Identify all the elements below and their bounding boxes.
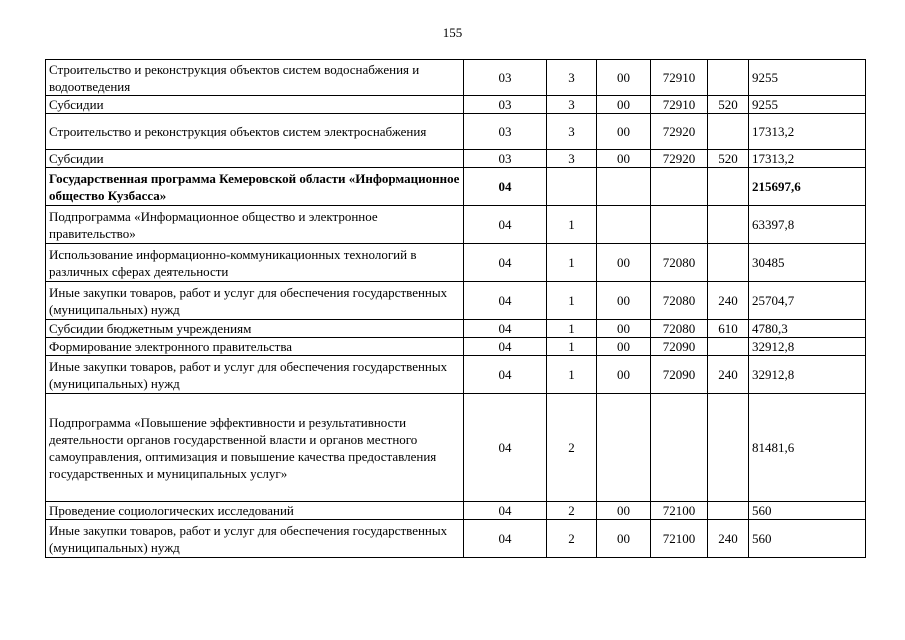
row-subsection: 3 (547, 96, 597, 114)
row-program: 00 (597, 320, 651, 338)
row-kvr (708, 114, 749, 150)
row-program: 00 (597, 520, 651, 558)
row-name: Проведение социологических исследований (46, 502, 464, 520)
table-row (46, 338, 866, 356)
table-row (46, 394, 866, 502)
table-row (46, 282, 866, 320)
row-section: 03 (464, 150, 547, 168)
row-program: 00 (597, 114, 651, 150)
row-kvr: 240 (708, 282, 749, 320)
row-kvr (708, 394, 749, 502)
row-name: Иные закупки товаров, работ и услуг для обеспечения государственных (муниципальных) нужд (46, 520, 464, 558)
row-sum: 81481,6 (749, 394, 866, 502)
table-row (46, 206, 866, 244)
row-code (651, 168, 708, 206)
row-subsection: 3 (547, 60, 597, 96)
row-program: 00 (597, 502, 651, 520)
row-kvr: 240 (708, 520, 749, 558)
budget-table (45, 59, 866, 558)
row-section: 04 (464, 168, 547, 206)
row-kvr (708, 502, 749, 520)
row-subsection (547, 168, 597, 206)
table-row (46, 320, 866, 338)
row-code (651, 394, 708, 502)
row-program: 00 (597, 282, 651, 320)
row-name: Строительство и реконструкция объектов систем электроснабжения (46, 114, 464, 150)
row-kvr (708, 338, 749, 356)
row-code: 72090 (651, 338, 708, 356)
row-sum: 215697,6 (749, 168, 866, 206)
row-program: 00 (597, 356, 651, 394)
row-sum: 560 (749, 502, 866, 520)
row-sum: 32912,8 (749, 356, 866, 394)
row-program: 00 (597, 60, 651, 96)
row-section: 04 (464, 320, 547, 338)
row-section: 04 (464, 244, 547, 282)
row-kvr: 610 (708, 320, 749, 338)
row-program (597, 168, 651, 206)
row-name: Строительство и реконструкция объектов систем водоснабжения и водоотведения (46, 60, 464, 96)
row-kvr: 520 (708, 150, 749, 168)
table-body (46, 60, 866, 558)
row-kvr: 240 (708, 356, 749, 394)
row-sum: 63397,8 (749, 206, 866, 244)
table-row (46, 244, 866, 282)
row-sum: 32912,8 (749, 338, 866, 356)
row-sum: 9255 (749, 60, 866, 96)
row-section: 04 (464, 520, 547, 558)
page-number: 155 (442, 25, 463, 40)
row-sum: 4780,3 (749, 320, 866, 338)
row-section: 04 (464, 356, 547, 394)
row-subsection: 2 (547, 520, 597, 558)
row-name: Субсидии (46, 96, 464, 114)
row-sum: 25704,7 (749, 282, 866, 320)
table-row (46, 60, 866, 96)
row-section: 03 (464, 60, 547, 96)
row-section: 04 (464, 394, 547, 502)
row-code: 72100 (651, 502, 708, 520)
table-row (46, 96, 866, 114)
table-row (46, 150, 866, 168)
row-subsection: 2 (547, 502, 597, 520)
row-subsection: 1 (547, 244, 597, 282)
row-name: Формирование электронного правительства (46, 338, 464, 356)
row-section: 03 (464, 114, 547, 150)
row-name: Подпрограмма «Информационное общество и электронное правительство» (46, 206, 464, 244)
row-code: 72080 (651, 282, 708, 320)
row-subsection: 2 (547, 394, 597, 502)
row-subsection: 1 (547, 356, 597, 394)
row-section: 04 (464, 282, 547, 320)
row-code: 72090 (651, 356, 708, 394)
table-row (46, 356, 866, 394)
row-program (597, 394, 651, 502)
row-section: 04 (464, 338, 547, 356)
row-program: 00 (597, 150, 651, 168)
row-program (597, 206, 651, 244)
row-kvr (708, 244, 749, 282)
row-kvr: 520 (708, 96, 749, 114)
table-row (46, 520, 866, 558)
table-row (46, 168, 866, 206)
row-subsection: 1 (547, 320, 597, 338)
row-kvr (708, 60, 749, 96)
row-name: Иные закупки товаров, работ и услуг для обеспечения государственных (муниципальных) нужд (46, 282, 464, 320)
row-name: Подпрограмма «Повышение эффективности и результативности деятельности органов государственной власти и органов местного самоуправления, оптимизация и повышение качества предоставления государственных и муниципальных услуг» (46, 394, 464, 502)
row-subsection: 3 (547, 150, 597, 168)
row-kvr (708, 206, 749, 244)
row-sum: 560 (749, 520, 866, 558)
row-sum: 30485 (749, 244, 866, 282)
row-name: Иные закупки товаров, работ и услуг для обеспечения государственных (муниципальных) нужд (46, 356, 464, 394)
row-subsection: 3 (547, 114, 597, 150)
row-code: 72080 (651, 244, 708, 282)
row-code: 72100 (651, 520, 708, 558)
row-code: 72920 (651, 150, 708, 168)
row-sum: 17313,2 (749, 150, 866, 168)
row-section: 04 (464, 206, 547, 244)
row-subsection: 1 (547, 282, 597, 320)
row-name: Субсидии бюджетным учреждениям (46, 320, 464, 338)
row-code (651, 206, 708, 244)
row-name: Государственная программа Кемеровской области «Информационное общество Кузбасса» (46, 168, 464, 206)
row-subsection: 1 (547, 206, 597, 244)
row-code: 72080 (651, 320, 708, 338)
row-section: 03 (464, 96, 547, 114)
table-row (46, 502, 866, 520)
row-name: Субсидии (46, 150, 464, 168)
row-program: 00 (597, 338, 651, 356)
row-subsection: 1 (547, 338, 597, 356)
row-code: 72910 (651, 60, 708, 96)
row-sum: 17313,2 (749, 114, 866, 150)
row-kvr (708, 168, 749, 206)
row-sum: 9255 (749, 96, 866, 114)
row-code: 72920 (651, 114, 708, 150)
table-row (46, 114, 866, 150)
row-program: 00 (597, 244, 651, 282)
row-name: Использование информационно-коммуникационных технологий в различных сферах деятельности (46, 244, 464, 282)
row-code: 72910 (651, 96, 708, 114)
row-section: 04 (464, 502, 547, 520)
row-program: 00 (597, 96, 651, 114)
